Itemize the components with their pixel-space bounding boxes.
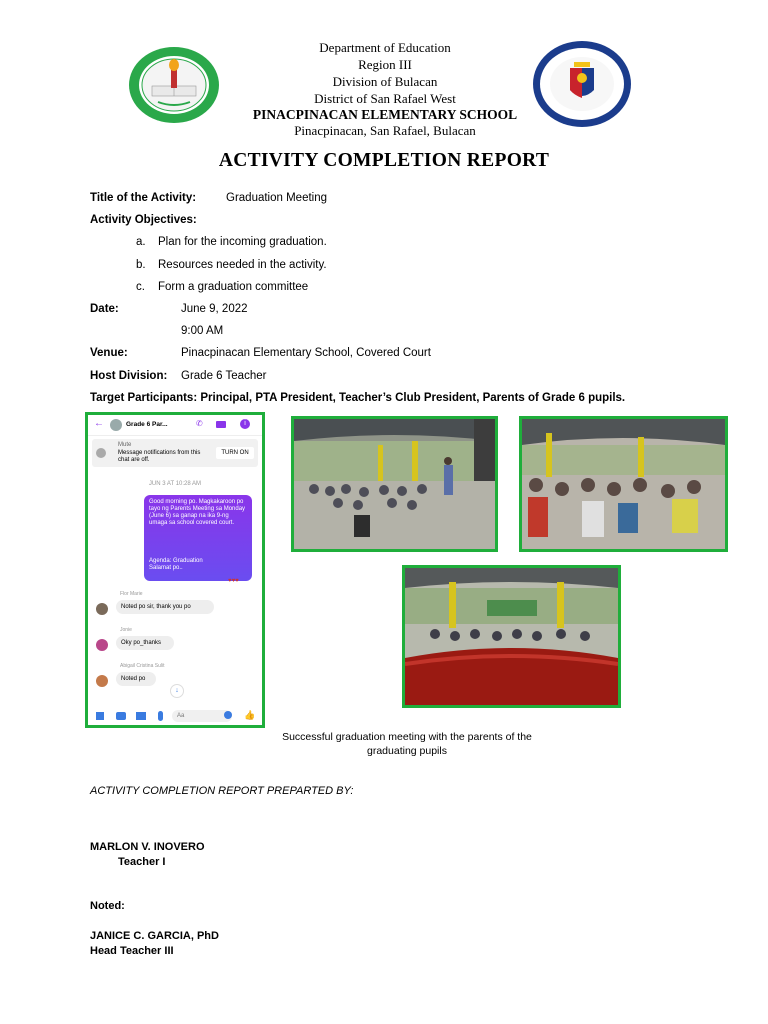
deped-seal-logo bbox=[532, 40, 632, 128]
turn-on-button[interactable]: TURN ON bbox=[216, 447, 254, 459]
back-arrow-icon: ← bbox=[94, 418, 104, 429]
meeting-photo-3 bbox=[402, 565, 621, 708]
message-agenda: Agenda: Graduation bbox=[149, 558, 203, 564]
chat-input-bar bbox=[88, 707, 262, 725]
message-input[interactable]: Aa bbox=[172, 710, 232, 722]
prepared-by-label: ACTIVITY COMPLETION REPORT PREPARTED BY: bbox=[90, 785, 354, 797]
noter-name: JANICE C. GARCIA, PhD bbox=[90, 930, 219, 942]
noter-position: Head Teacher III bbox=[90, 945, 174, 957]
sent-message-bubble bbox=[144, 495, 252, 581]
avatar bbox=[96, 603, 108, 615]
apps-icon[interactable] bbox=[96, 712, 104, 720]
header-line-region: Region III bbox=[358, 57, 412, 72]
school-logo bbox=[128, 46, 220, 124]
header-line-district: District of San Rafael West bbox=[314, 91, 456, 106]
reactions: ♥♥♥ bbox=[228, 578, 239, 584]
participants-row bbox=[90, 391, 625, 405]
preparer-name: MARLON V. INOVERO bbox=[90, 841, 205, 853]
avatar bbox=[96, 639, 108, 651]
participants-label: Target Participants: bbox=[90, 392, 198, 404]
noted-label: Noted: bbox=[90, 900, 125, 912]
report-title: ACTIVITY COMPLETION REPORT bbox=[218, 150, 550, 171]
scroll-down-icon[interactable]: ↓ bbox=[170, 684, 184, 698]
reply-sender: Flor Marie bbox=[120, 591, 143, 597]
group-name: Grade 6 Par... bbox=[126, 421, 168, 428]
microphone-icon[interactable] bbox=[158, 711, 163, 721]
reply-bubble bbox=[116, 600, 214, 614]
video-icon bbox=[216, 421, 226, 428]
host-value: Grade 6 Teacher bbox=[181, 370, 267, 382]
school-address: Pinacpinacan, San Rafael, Bulacan bbox=[294, 123, 476, 138]
info-icon: i bbox=[240, 419, 250, 429]
thumbs-up-icon[interactable]: 👍 bbox=[244, 710, 256, 720]
date-value: June 9, 2022 bbox=[181, 303, 248, 315]
header-line-deped: Department of Education bbox=[319, 40, 451, 55]
objective-item: Resources needed in the activity. bbox=[158, 259, 327, 271]
chat-timestamp: JUN 3 AT 10:28 AM bbox=[148, 481, 202, 487]
header-line-division: Division of Bulacan bbox=[332, 74, 438, 89]
school-name: PINACPINACAN ELEMENTARY SCHOOL bbox=[252, 107, 518, 122]
date-label: Date: bbox=[90, 303, 119, 315]
reply-sender: Abigail Cristina Sulit bbox=[120, 663, 165, 669]
objective-item: Plan for the incoming graduation. bbox=[158, 236, 327, 248]
camera-icon[interactable] bbox=[116, 712, 126, 720]
reply-sender: Jonie bbox=[120, 627, 132, 633]
message-end: Salamat po.. bbox=[149, 565, 183, 571]
objective-marker: b. bbox=[136, 259, 146, 271]
avatar bbox=[96, 675, 108, 687]
reply-bubble bbox=[116, 672, 156, 686]
phone-icon: ✆ bbox=[196, 419, 203, 428]
reply-text: Noted po bbox=[121, 676, 146, 682]
group-avatar bbox=[110, 419, 122, 431]
title-value: Graduation Meeting bbox=[226, 192, 328, 204]
reply-text: Noted po sir, thank you po bbox=[121, 604, 191, 610]
bell-icon bbox=[96, 448, 106, 458]
gallery-icon[interactable] bbox=[136, 712, 146, 720]
mute-text: Message notifications from this chat are off. bbox=[118, 450, 201, 463]
messenger-screenshot bbox=[85, 412, 265, 728]
objective-marker: a. bbox=[136, 236, 146, 248]
chat-header bbox=[88, 415, 262, 436]
photo-caption: Successful graduation meeting with the parents of the graduating pupils bbox=[282, 731, 532, 757]
preparer-position: Teacher I bbox=[118, 856, 166, 868]
time-value: 9:00 AM bbox=[181, 325, 224, 337]
title-label: Title of the Activity: bbox=[90, 192, 197, 204]
reply-bubble bbox=[116, 636, 174, 650]
objectives-label: Activity Objectives: bbox=[90, 214, 197, 226]
meeting-photo-2 bbox=[519, 416, 728, 552]
participants-value: Principal, PTA President, Teacher’s Club President, Parents of Grade 6 pupils. bbox=[200, 392, 626, 404]
venue-value: Pinacpinacan Elementary School, Covered Court bbox=[181, 347, 431, 359]
venue-label: Venue: bbox=[90, 347, 128, 359]
host-label: Host Division: bbox=[90, 370, 168, 382]
reply-text: Oky po_thanks bbox=[121, 640, 162, 646]
emoji-icon[interactable] bbox=[224, 711, 232, 719]
objective-item: Form a graduation committee bbox=[158, 281, 309, 293]
mute-banner bbox=[92, 439, 258, 467]
mute-title: Mute bbox=[118, 442, 132, 448]
meeting-photo-1 bbox=[291, 416, 498, 552]
objective-marker: c. bbox=[136, 281, 145, 293]
message-text: Good morning po. Magkakaroon po tayo ng Parents Meeting sa Monday (June 6) sa ganap na ika 9-ng umaga sa school covered court. bbox=[149, 499, 246, 526]
